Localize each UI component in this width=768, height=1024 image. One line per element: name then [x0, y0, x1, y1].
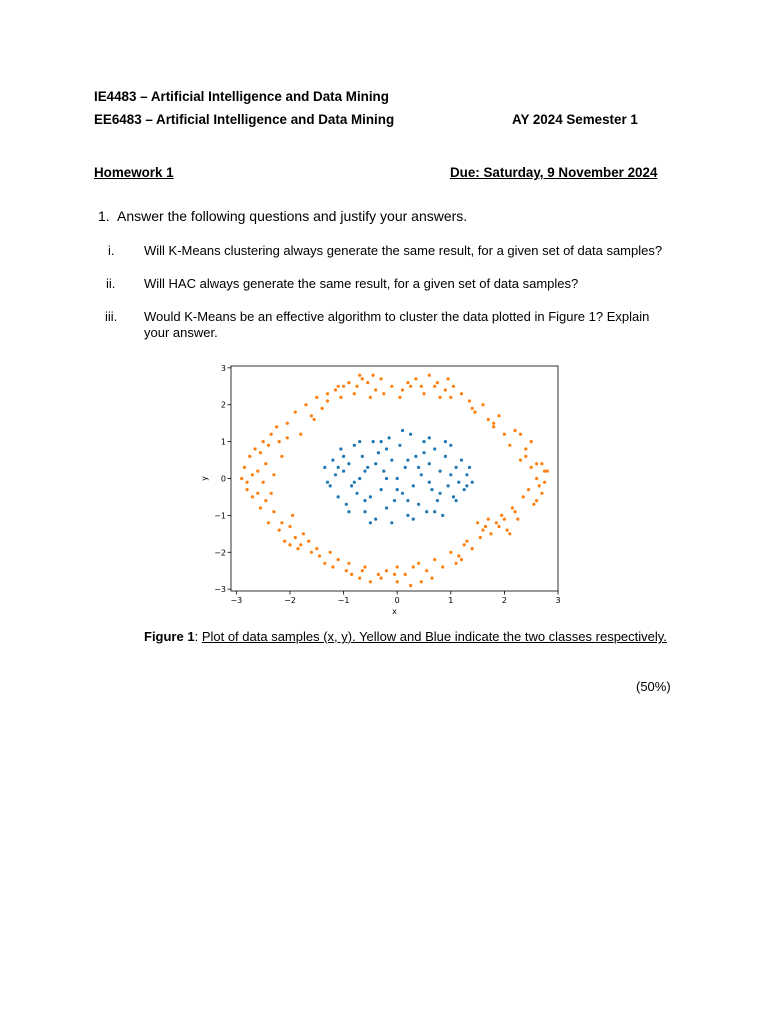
inner-cluster-point: [353, 481, 356, 484]
question-number: 1.: [98, 208, 110, 224]
inner-cluster-point: [439, 492, 442, 495]
inner-cluster-point: [460, 459, 463, 462]
outer-ring-point: [283, 540, 286, 543]
outer-ring-point: [347, 381, 350, 384]
outer-ring-point: [514, 429, 517, 432]
outer-ring-point: [299, 433, 302, 436]
outer-ring-point: [310, 414, 313, 417]
outer-ring-point: [396, 580, 399, 583]
y-tick-label: −1: [214, 511, 226, 521]
inner-cluster-point: [463, 488, 466, 491]
outer-ring-point: [334, 388, 337, 391]
inner-cluster-point: [374, 518, 377, 521]
inner-cluster-point: [369, 521, 372, 524]
outer-ring-point: [471, 547, 474, 550]
outer-ring-point: [439, 396, 442, 399]
outer-ring-point: [366, 381, 369, 384]
outer-ring-point: [275, 425, 278, 428]
inner-cluster-point: [428, 481, 431, 484]
question-text: Answer the following questions and justify your answers.: [117, 208, 468, 224]
inner-cluster-point: [345, 503, 348, 506]
inner-cluster-point: [455, 466, 458, 469]
outer-ring-point: [256, 492, 259, 495]
outer-ring-point: [286, 422, 289, 425]
outer-ring-point: [302, 532, 305, 535]
inner-cluster-point: [401, 429, 404, 432]
outer-ring-point: [288, 543, 291, 546]
due-date: Due: Saturday, 9 November 2024: [450, 165, 658, 180]
outer-ring-point: [412, 565, 415, 568]
inner-cluster-point: [401, 492, 404, 495]
outer-ring-point: [264, 499, 267, 502]
outer-ring-point: [385, 569, 388, 572]
inner-cluster-point: [420, 473, 423, 476]
inner-cluster-point: [428, 462, 431, 465]
outer-ring-point: [433, 558, 436, 561]
outer-ring-point: [503, 433, 506, 436]
outer-ring-point: [417, 562, 420, 565]
outer-ring-point: [500, 514, 503, 517]
inner-cluster-point: [406, 514, 409, 517]
outer-ring-point: [307, 540, 310, 543]
inner-cluster-point: [449, 473, 452, 476]
inner-cluster-point: [361, 455, 364, 458]
outer-ring-point: [543, 481, 546, 484]
y-tick-label: 3: [220, 363, 226, 373]
part-text-iii-line2: your answer.: [144, 325, 218, 340]
outer-ring-point: [278, 440, 281, 443]
outer-ring-point: [530, 440, 533, 443]
course-title-ie4483: IE4483 – Artificial Intelligence and Data Mining: [94, 89, 389, 104]
inner-cluster-point: [342, 455, 345, 458]
y-tick-label: −2: [214, 548, 226, 558]
outer-ring-point: [347, 562, 350, 565]
outer-ring-point: [433, 385, 436, 388]
inner-cluster-point: [447, 484, 450, 487]
outer-ring-point: [339, 396, 342, 399]
inner-cluster-point: [363, 470, 366, 473]
outer-ring-point: [262, 481, 265, 484]
outer-ring-point: [304, 403, 307, 406]
outer-ring-point: [479, 536, 482, 539]
outer-ring-point: [251, 495, 254, 498]
outer-ring-point: [455, 562, 458, 565]
x-tick-label: −2: [284, 596, 296, 605]
y-tick-label: 1: [220, 437, 226, 447]
part-text-ii: Will HAC always generate the same result, for a given set of data samples?: [144, 276, 579, 291]
outer-ring-point: [243, 466, 246, 469]
inner-cluster-point: [412, 484, 415, 487]
outer-ring-point: [441, 565, 444, 568]
inner-cluster-point: [358, 477, 361, 480]
outer-ring-point: [457, 554, 460, 557]
outer-ring-point: [337, 558, 340, 561]
outer-ring-point: [497, 525, 500, 528]
outer-ring-point: [337, 385, 340, 388]
inner-cluster-point: [363, 499, 366, 502]
outer-ring-point: [267, 444, 270, 447]
outer-ring-point: [280, 521, 283, 524]
inner-cluster-point: [433, 447, 436, 450]
outer-ring-point: [363, 565, 366, 568]
figure-caption: [144, 629, 667, 644]
inner-cluster-point: [396, 477, 399, 480]
inner-cluster-point: [385, 506, 388, 509]
inner-cluster-point: [374, 462, 377, 465]
outer-ring-point: [259, 506, 262, 509]
outer-ring-point: [452, 385, 455, 388]
outer-ring-point: [524, 447, 527, 450]
outer-ring-point: [503, 518, 506, 521]
x-tick-label: −3: [230, 596, 243, 605]
figure-caption-text: Plot of data samples (x, y). Yellow and Blue indicate the two classes respectively.: [201, 629, 667, 644]
outer-ring-point: [516, 518, 519, 521]
y-tick-label: −3: [214, 585, 226, 595]
outer-ring-point: [524, 455, 527, 458]
outer-ring-point: [532, 503, 535, 506]
outer-ring-point: [497, 414, 500, 417]
outer-ring-point: [251, 473, 254, 476]
inner-cluster-point: [412, 518, 415, 521]
outer-ring-point: [508, 532, 511, 535]
academic-term: AY 2024 Semester 1: [512, 112, 638, 127]
part-text-i: Will K-Means clustering always generate the same result, for a given set of data samples?: [144, 243, 663, 258]
inner-cluster-point: [390, 521, 393, 524]
outer-ring-point: [270, 492, 273, 495]
inner-cluster-point: [444, 455, 447, 458]
outer-ring-point: [535, 499, 538, 502]
outer-ring-point: [449, 396, 452, 399]
outer-ring-point: [323, 562, 326, 565]
inner-cluster-point: [393, 499, 396, 502]
outer-ring-point: [420, 580, 423, 583]
outer-ring-point: [444, 388, 447, 391]
inner-cluster-point: [409, 433, 412, 436]
outer-ring-point: [286, 436, 289, 439]
outer-ring-point: [294, 411, 297, 414]
x-tick-label: 0: [394, 596, 400, 605]
inner-cluster-point: [471, 481, 474, 484]
outer-ring-point: [326, 392, 329, 395]
outer-ring-point: [473, 411, 476, 414]
outer-ring-point: [315, 547, 318, 550]
outer-ring-point: [294, 536, 297, 539]
y-tick-label: 0: [220, 474, 226, 484]
outer-ring-point: [272, 510, 275, 513]
outer-ring-point: [538, 484, 541, 487]
inner-cluster-point: [444, 440, 447, 443]
figure-label: Figure 1: [144, 629, 195, 644]
outer-ring-point: [508, 444, 511, 447]
outer-ring-point: [489, 532, 492, 535]
outer-ring-point: [374, 388, 377, 391]
outer-ring-point: [240, 477, 243, 480]
outer-ring-point: [506, 529, 509, 532]
inner-cluster-point: [388, 436, 391, 439]
outer-ring-point: [401, 388, 404, 391]
outer-ring-point: [530, 466, 533, 469]
inner-cluster-point: [337, 495, 340, 498]
inner-cluster-point: [380, 440, 383, 443]
outer-ring-point: [511, 506, 514, 509]
outer-ring-point: [420, 385, 423, 388]
inner-cluster-point: [347, 510, 350, 513]
inner-cluster-point: [449, 444, 452, 447]
outer-ring-point: [329, 551, 332, 554]
x-tick-label: 3: [555, 596, 561, 605]
outer-ring-point: [481, 403, 484, 406]
outer-ring-point: [256, 470, 259, 473]
outer-ring-point: [519, 433, 522, 436]
inner-cluster-point: [452, 495, 455, 498]
outer-ring-point: [355, 385, 358, 388]
inner-cluster-point: [425, 510, 428, 513]
outer-ring-point: [310, 551, 313, 554]
figure-1-scatter-plot: [190, 356, 570, 628]
outer-ring-point: [358, 577, 361, 580]
inner-cluster-point: [396, 488, 399, 491]
outer-ring-point: [313, 418, 316, 421]
inner-cluster-point: [422, 440, 425, 443]
outer-ring-point: [270, 433, 273, 436]
outer-ring-point: [315, 396, 318, 399]
x-axis-label: x: [392, 607, 397, 616]
inner-cluster-point: [417, 466, 420, 469]
outer-ring-point: [361, 569, 364, 572]
outer-ring-point: [272, 473, 275, 476]
inner-cluster-point: [457, 481, 460, 484]
outer-ring-point: [471, 407, 474, 410]
outer-ring-point: [318, 554, 321, 557]
inner-cluster-point: [329, 484, 332, 487]
inner-cluster-point: [390, 459, 393, 462]
outer-ring-point: [535, 462, 538, 465]
x-tick-label: 2: [501, 596, 507, 605]
outer-ring-point: [350, 573, 353, 576]
outer-ring-point: [264, 462, 267, 465]
outer-ring-point: [380, 577, 383, 580]
inner-cluster-point: [455, 499, 458, 502]
outer-ring-point: [409, 584, 412, 587]
outer-ring-point: [425, 569, 428, 572]
inner-cluster-point: [353, 444, 356, 447]
outer-ring-point: [321, 407, 324, 410]
inner-cluster-point: [430, 488, 433, 491]
inner-cluster-point: [398, 444, 401, 447]
outer-ring-point: [278, 529, 281, 532]
part-label-iii: iii.: [105, 309, 118, 324]
outer-ring-point: [259, 451, 262, 454]
part-label-i: i.: [108, 243, 115, 258]
inner-cluster-point: [337, 466, 340, 469]
x-tick-label: 1: [448, 596, 454, 605]
inner-cluster-point: [414, 455, 417, 458]
outer-ring-point: [535, 477, 538, 480]
outer-ring-point: [428, 374, 431, 377]
outer-ring-point: [369, 580, 372, 583]
outer-ring-point: [430, 577, 433, 580]
outer-ring-point: [449, 551, 452, 554]
inner-cluster-point: [369, 495, 372, 498]
inner-cluster-point: [417, 503, 420, 506]
inner-cluster-point: [439, 470, 442, 473]
outer-ring-point: [492, 422, 495, 425]
outer-ring-point: [463, 543, 466, 546]
inner-cluster-point: [350, 484, 353, 487]
outer-ring-point: [468, 399, 471, 402]
inner-cluster-point: [334, 473, 337, 476]
inner-cluster-point: [331, 459, 334, 462]
plot-frame: [231, 366, 558, 591]
inner-cluster-point: [355, 492, 358, 495]
outer-ring-point: [476, 521, 479, 524]
outer-ring-point: [460, 558, 463, 561]
outer-ring-point: [519, 459, 522, 462]
outer-ring-point: [299, 543, 302, 546]
part-text-iii-line1: Would K-Means be an effective algorithm to cluster the data plotted in Figure 1? Explain: [144, 309, 650, 324]
outer-ring-point: [398, 396, 401, 399]
outer-ring-point: [390, 385, 393, 388]
outer-ring-point: [288, 525, 291, 528]
outer-ring-point: [358, 374, 361, 377]
outer-ring-point: [246, 481, 249, 484]
outer-ring-point: [345, 569, 348, 572]
outer-ring-point: [514, 510, 517, 513]
outer-ring-point: [396, 565, 399, 568]
inner-cluster-point: [326, 481, 329, 484]
inner-cluster-point: [377, 451, 380, 454]
y-axis-label: y: [200, 476, 209, 481]
homework-title: Homework 1: [94, 165, 174, 180]
inner-cluster-point: [436, 499, 439, 502]
outer-ring-point: [409, 385, 412, 388]
outer-ring-point: [484, 525, 487, 528]
outer-ring-point: [248, 455, 251, 458]
inner-cluster-point: [422, 451, 425, 454]
outer-ring-point: [465, 540, 468, 543]
outer-ring-point: [422, 392, 425, 395]
y-tick-label: 2: [220, 400, 226, 410]
outer-ring-point: [447, 377, 450, 380]
outer-ring-point: [393, 573, 396, 576]
outer-ring-point: [522, 495, 525, 498]
inner-cluster-point: [363, 510, 366, 513]
inner-cluster-point: [358, 440, 361, 443]
outer-ring-point: [460, 392, 463, 395]
inner-cluster-point: [404, 466, 407, 469]
outer-ring-point: [254, 447, 257, 450]
outer-ring-point: [404, 573, 407, 576]
outer-ring-point: [540, 492, 543, 495]
question-marks: (50%): [636, 679, 671, 694]
outer-ring-point: [353, 392, 356, 395]
outer-ring-point: [436, 381, 439, 384]
outer-ring-point: [342, 385, 345, 388]
outer-ring-point: [331, 565, 334, 568]
outer-ring-point: [527, 488, 530, 491]
part-label-ii: ii.: [106, 276, 116, 291]
outer-ring-point: [262, 440, 265, 443]
outer-ring-point: [487, 418, 490, 421]
outer-ring-point: [481, 529, 484, 532]
inner-cluster-point: [342, 470, 345, 473]
outer-ring-point: [382, 392, 385, 395]
outer-ring-point: [406, 381, 409, 384]
inner-cluster-point: [382, 470, 385, 473]
figure-caption-separator: :: [194, 629, 202, 644]
inner-cluster-point: [385, 447, 388, 450]
inner-cluster-point: [385, 477, 388, 480]
inner-cluster-point: [372, 440, 375, 443]
inner-cluster-point: [433, 510, 436, 513]
x-tick-label: −1: [337, 596, 350, 605]
inner-cluster-point: [441, 514, 444, 517]
outer-ring-point: [380, 377, 383, 380]
inner-cluster-point: [468, 466, 471, 469]
outer-ring-point: [326, 399, 329, 402]
outer-ring-point: [361, 377, 364, 380]
inner-cluster-point: [406, 459, 409, 462]
course-title-ee6483: EE6483 – Artificial Intelligence and Data Mining: [94, 112, 395, 127]
outer-ring-point: [280, 455, 283, 458]
outer-ring-point: [543, 470, 546, 473]
inner-cluster-point: [366, 466, 369, 469]
inner-cluster-point: [380, 488, 383, 491]
outer-ring-point: [267, 521, 270, 524]
inner-cluster-point: [465, 484, 468, 487]
outer-ring-point: [296, 547, 299, 550]
inner-cluster-point: [465, 473, 468, 476]
outer-ring-point: [377, 573, 380, 576]
outer-ring-point: [369, 396, 372, 399]
inner-cluster-point: [428, 436, 431, 439]
outer-ring-point: [246, 488, 249, 491]
inner-cluster-point: [323, 466, 326, 469]
inner-cluster-point: [347, 462, 350, 465]
outer-ring-point: [495, 521, 498, 524]
outer-ring-point: [540, 462, 543, 465]
inner-cluster-point: [339, 447, 342, 450]
outer-ring-point: [291, 514, 294, 517]
outer-ring-point: [487, 518, 490, 521]
outer-ring-point: [414, 377, 417, 380]
outer-ring-point: [372, 374, 375, 377]
outer-ring-point: [492, 425, 495, 428]
inner-cluster-point: [406, 499, 409, 502]
